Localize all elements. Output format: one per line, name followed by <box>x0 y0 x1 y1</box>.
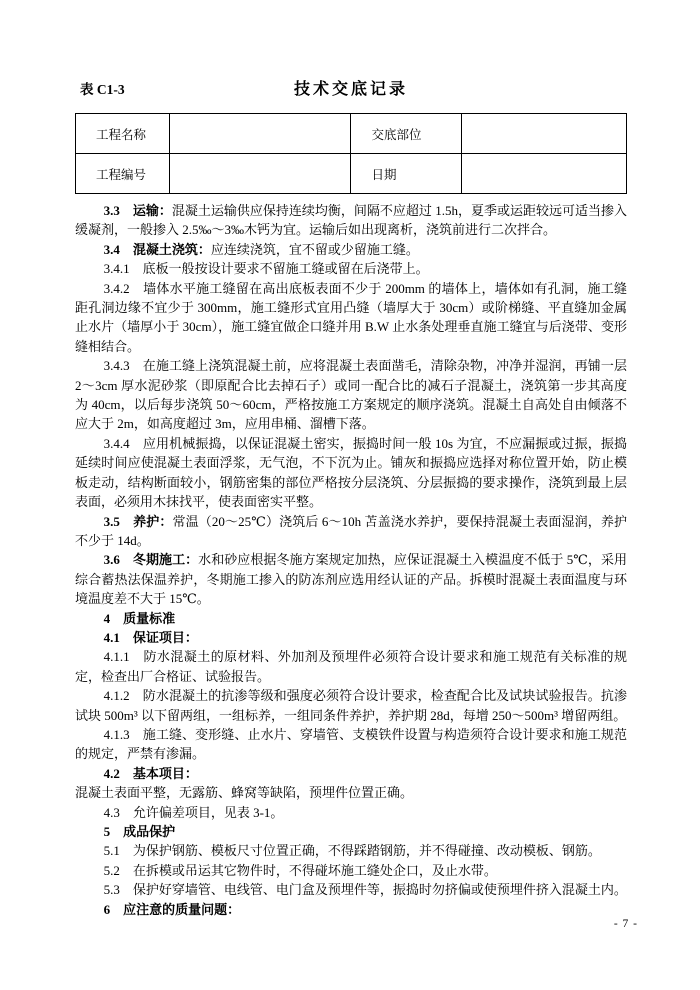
para-4-3: 4.3 允许偏差项目，见表 3-1。 <box>103 804 284 820</box>
document-body <box>75 201 627 919</box>
para-5-2: 5.2 在拆模或吊运其它物件时，不得碰坏施工缝处企口，及止水带。 <box>103 862 497 878</box>
heading-6: 6 应注意的质量问题： <box>103 901 241 917</box>
para-3-5: 3.5 养护：常温（20～25℃）浇筑后 6～10h 苫盖浇水养护，要保持混凝土表面湿润，养护不少于 14d。 <box>75 513 627 548</box>
para-3-4-2: 3.4.2 墙体水平施工缝留在高出底板表面不少于 200mm 的墙体上，墙体如有孔洞，施工缝距孔洞边缘不宜少于 300mm，施工缝形式宜用凸缝（墙厚大于 30cm）或阶梯缝、平直缝加金属止水片（墙厚小于 30cm），施工缝宜做企口缝并用 B.W 止水条处理垂直施工缝宜与后浇带、变形缝相结合。 <box>75 280 627 354</box>
value-project-number <box>169 154 351 194</box>
para-4-1-1: 4.1.1 防水混凝土的原材料、外加剂及预埋件必须符合设计要求和施工规范有关标准的规定，检查出厂合格证、试验报告。 <box>75 649 627 684</box>
heading-4: 4 质量标准 <box>103 610 176 626</box>
label-project-number: 工程编号 <box>76 154 170 194</box>
page-title: 技术交底记录 <box>293 81 408 98</box>
label-date: 日期 <box>351 154 461 194</box>
document-header <box>75 76 627 98</box>
para-5-1: 5.1 为保护钢筋、模板尺寸位置正确，不得踩踏钢筋，并不得碰撞、改动模板、钢筋。 <box>103 843 601 859</box>
para-3-4-4: 3.4.4 应用机械振捣，以保证混凝土密实，振捣时间一般 10s 为宜，不应漏振或过振，振捣延续时间应使混凝土表面浮浆，无气泡，不下沉为止。铺灰和振捣应选择对称位置开始，防止模板走动，结构断面较小，钢筋密集的部位严格按分层浇筑、分层振捣的要求操作，浇筑到最上层表面，必须用木抹找平，使表面密实平整。 <box>75 435 627 510</box>
para-3-4-3: 3.4.3 在施工缝上浇筑混凝土前，应将混凝土表面凿毛，清除杂物，冲净并湿润，再铺一层 2～3cm 厚水泥砂浆（即原配合比去掉石子）或同一配合比的减石子混凝土，浇筑第一步其高度为 40cm，以后每步浇筑 50～60cm，严格按施工方案规定的顺序浇筑。混凝土自高处自由倾落不应大于 2m，如高度超过 3m，应用串桶、溜槽下落。 <box>75 358 627 432</box>
info-table-row-2 <box>76 154 627 194</box>
para-4-1-2: 4.1.2 防水混凝土的抗渗等级和强度必须符合设计要求，检查配合比及试块试验报告。抗渗试块 500m³ 以下留两组，一组标养，一组同条件养护，养护期 28d，每增 250～500m³ 增留两组。 <box>75 688 627 723</box>
heading-5: 5 成品保护 <box>103 824 176 839</box>
para-3-3: 3.3 运输：混凝土运输供应保持连续均衡，间隔不应超过 1.5h，夏季或运距较远可适当掺入缓凝剂，一般掺入 2.5‰～3‰木钙为宜。运输后如出现离析，浇筑前进行二次拌合。 <box>75 203 627 238</box>
label-disclosure-part: 交底部位 <box>351 114 461 154</box>
form-number: 表 C1-3 <box>80 82 125 97</box>
heading-4-2: 4.2 基本项目： <box>103 765 198 781</box>
value-project-name <box>169 114 351 154</box>
label-project-name: 工程名称 <box>76 114 170 154</box>
para-5-3: 5.3 保护好穿墙管、电线管、电门盒及预埋件等，振捣时勿挤偏或使预埋件挤入混凝土内。 <box>103 882 627 898</box>
value-disclosure-part <box>461 114 626 154</box>
para-3-4-1: 3.4.1 底板一般按设计要求不留施工缝或留在后浇带上。 <box>103 261 429 277</box>
info-table-row-1 <box>76 114 627 154</box>
info-table <box>75 113 627 194</box>
para-3-4: 3.4 混凝土浇筑：应连续浇筑，宜不留或少留施工缝。 <box>103 241 419 257</box>
para-3-6: 3.6 冬期施工：水和砂应根据冬施方案规定加热，应保证混凝土入模温度不低于 5℃，采用综合蓄热法保温养护，冬期施工掺入的防冻剂应选用经认证的产品。拆模时混凝土表面温度与环境温度差不大于 15℃。 <box>75 552 627 607</box>
para-4-1-3: 4.1.3 施工缝、变形缝、止水片、穿墙管、支模铁件设置与构造须符合设计要求和施工规范的规定，严禁有渗漏。 <box>75 726 627 762</box>
heading-4-1: 4.1 保证项目： <box>103 629 198 645</box>
para-4-2-body: 混凝土表面平整，无露筋、蜂窝等缺陷，预埋件位置正确。 <box>75 785 414 801</box>
page-number: - 7 - <box>613 918 638 930</box>
value-date <box>461 154 626 194</box>
